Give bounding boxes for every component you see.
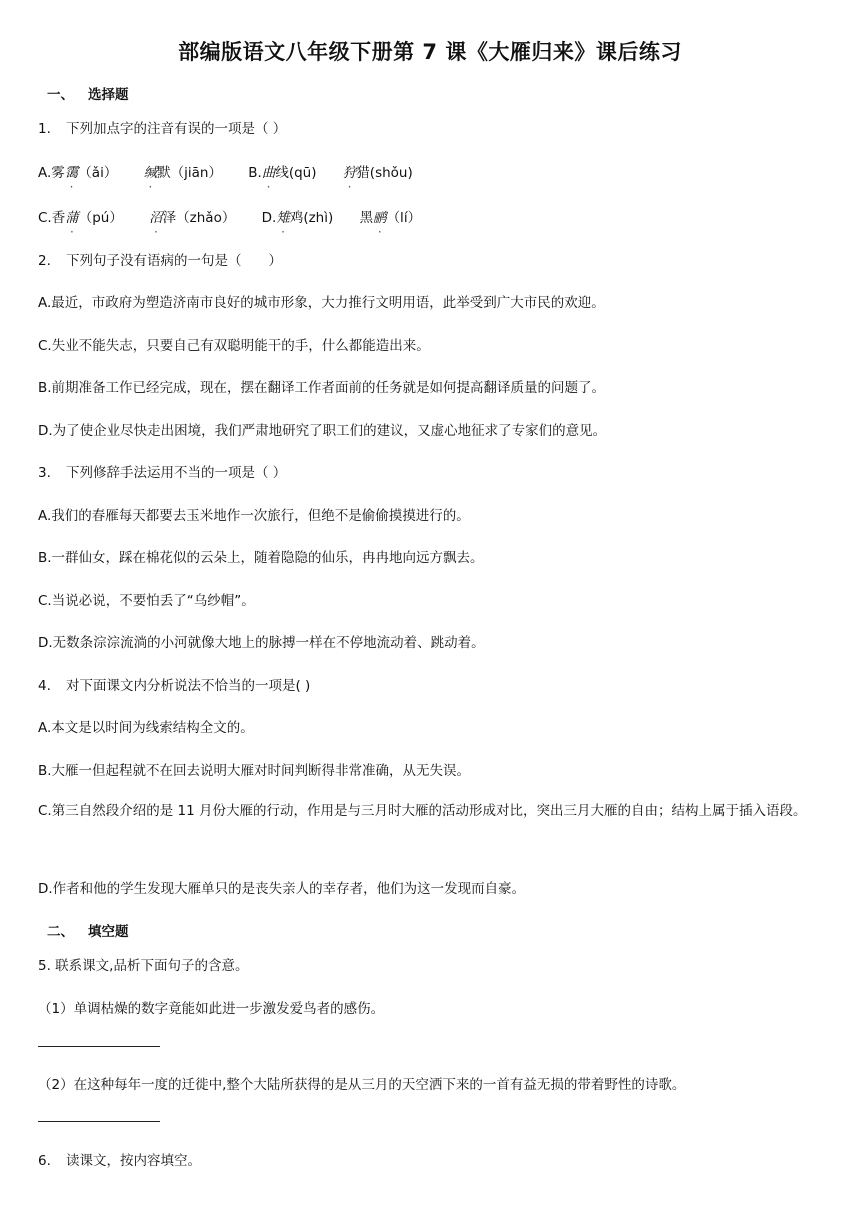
question-1-options-row-2 [38,206,443,226]
option-b2: 狩猎(shǒu) [342,165,413,181]
question-5-sub-2: （2）在这种每年一度的迁徙中,整个大陆所获得的是从三月的天空洒下来的一首有益无损的带着野性的诗歌。 [38,1077,686,1093]
answer-blank-line[interactable] [38,1046,160,1047]
question-3-stem [38,461,286,481]
question-number: 3. [38,465,51,481]
question-4-option: A.本文是以时间为线索结构全文的。 [38,720,254,736]
question-3-option: A.我们的春雁每天都要去玉米地作一次旅行，但绝不是偷偷摸摸进行的。 [38,508,470,524]
question-text: 读课文，按内容填空。 [66,1153,201,1169]
option-c2: 沼泽（zhǎo） [149,210,236,226]
option-c1: C.香蒲（pú） [38,210,123,226]
question-4-option: D.作者和他的学生发现大雁单只的是丧失亲人的幸存者，他们为这一发现而自豪。 [38,881,526,897]
question-text: 下列句子没有语病的一句是（ ） [66,253,282,269]
question-2-option: D.为了使企业尽快走出困境，我们严肃地研究了职工们的建议，又虚心地征求了专家们的意见。 [38,423,607,439]
question-number: 1. [38,121,51,137]
question-5-sub-1: （1）单调枯燥的数字竟能如此进一步激发爱鸟者的感伤。 [38,1001,385,1017]
question-2-stem [38,249,282,269]
question-2-option: B.前期准备工作已经完成，现在，摆在翻译工作者面前的任务就是如何提高翻译质量的问题了。 [38,380,606,396]
question-text: 下列修辞手法运用不当的一项是（ ） [66,465,287,481]
question-text: 对下面课文内分析说法不恰当的一项是( ) [66,678,311,694]
question-number: 6. [38,1153,51,1169]
question-text: 下列加点字的注音有误的一项是（ ） [66,121,287,137]
question-number: 2. [38,253,51,269]
answer-blank-line[interactable] [38,1121,160,1122]
section-heading-fill-in [47,920,129,940]
option-a1: A.雾霭（ǎi） [38,165,118,181]
question-number: 4. [38,678,51,694]
question-1-stem [38,117,286,137]
section-number: 二、 [47,924,74,940]
question-1-options-row-1 [38,161,435,181]
question-3-option: D.无数条淙淙流淌的小河就像大地上的脉搏一样在不停地流动着、跳动着。 [38,635,485,651]
page-title: 部编版语文八年级下册第 7 课《大雁归来》课后练习 [178,40,682,64]
question-2-option: A.最近，市政府为塑造济南市良好的城市形象，大力推行文明用语，此举受到广大市民的欢迎。 [38,295,605,311]
question-4-stem [38,674,310,694]
question-4-option: B.大雁一但起程就不在回去说明大雁对时间判断得非常准确，从无失误。 [38,763,471,779]
option-b1: B.曲线(qū) [248,165,317,181]
section-label: 填空题 [88,924,129,940]
question-6-stem [38,1149,201,1169]
question-4-option: C.第三自然段介绍的是 11 月份大雁的行动，作用是与三月时大雁的活动形成对比，突出三月大雁的自由；结构上属于插入语段。 [38,803,807,819]
option-d2: 黑鹂（lí） [359,210,422,226]
question-5-stem: 5. 联系课文,品析下面句子的含意。 [38,958,249,974]
question-3-option: B.一群仙女，踩在棉花似的云朵上，随着隐隐的仙乐，冉冉地向远方飘去。 [38,550,484,566]
question-3-option: C.当说必说，不要怕丢了“乌纱帽”。 [38,593,255,609]
question-2-option: C.失业不能失志，只要自己有双聪明能干的手，什么都能造出来。 [38,338,430,354]
section-heading-choice [47,83,129,103]
option-d1: D.雉鸡(zhì) [261,210,334,226]
section-number: 一、 [47,87,74,103]
section-label: 选择题 [88,87,129,103]
option-a2: 缄默（jiān） [143,165,222,181]
